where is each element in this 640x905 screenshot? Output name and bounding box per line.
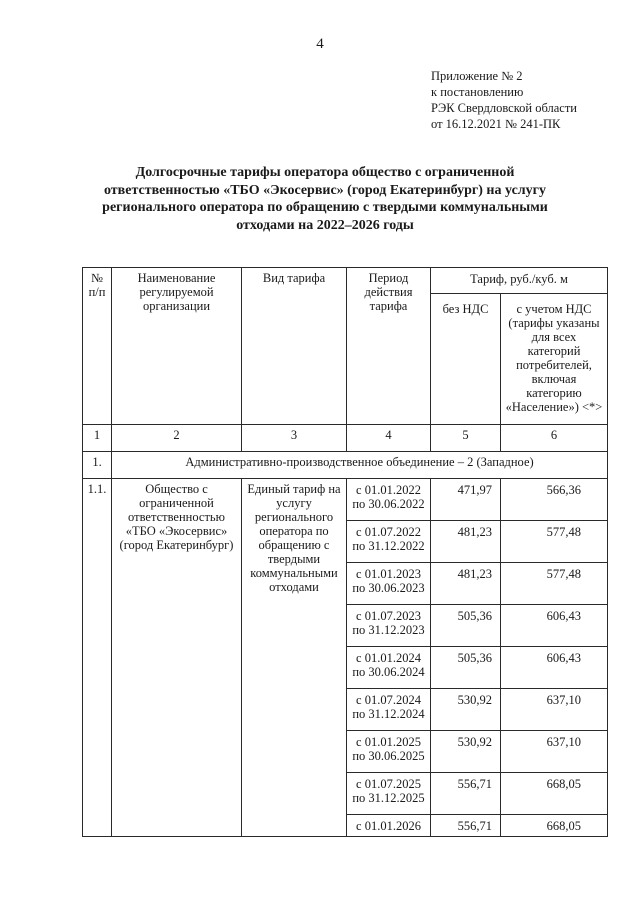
column-number-row: [83, 425, 608, 452]
period-cell: [347, 773, 431, 815]
column-number: 4: [347, 425, 431, 452]
tariff-with-vat: 637,10: [501, 731, 608, 773]
period-cell: [347, 605, 431, 647]
tariff-no-vat: 481,23: [431, 521, 501, 563]
period-to: по 30.06.2023: [352, 581, 425, 595]
tariff-no-vat: 471,97: [431, 479, 501, 521]
period-from: с 01.07.2024: [356, 693, 421, 707]
period-from: с 01.07.2023: [356, 609, 421, 623]
period-cell: [347, 731, 431, 773]
appendix-line: к постановлению: [431, 85, 524, 99]
table-row: [83, 479, 608, 521]
tariff-no-vat: 530,92: [431, 689, 501, 731]
period-from: с 01.01.2022: [356, 483, 421, 497]
period-cell: [347, 647, 431, 689]
appendix-line: от 16.12.2021 № 241-ПК: [431, 117, 561, 131]
item-num: 1.1.: [83, 479, 112, 837]
period-from: с 01.01.2025: [356, 735, 421, 749]
tariff-with-vat: 668,05: [501, 815, 608, 837]
header-row: [83, 268, 608, 294]
tariff-no-vat: 556,71: [431, 773, 501, 815]
period-to: по 30.06.2022: [352, 497, 425, 511]
tariff-with-vat: 637,10: [501, 689, 608, 731]
header-no-vat: без НДС: [431, 294, 501, 425]
tariff-table: [82, 267, 608, 837]
tariff-with-vat: 566,36: [501, 479, 608, 521]
header-tariff: Тариф, руб./куб. м: [431, 268, 608, 294]
item-type: Единый тариф на услугу регионального оператора по обращению с твердыми коммунальными отходами: [242, 479, 347, 837]
appendix-line: Приложение № 2: [431, 69, 523, 83]
column-number: 1: [83, 425, 112, 452]
tariff-no-vat: 556,71: [431, 815, 501, 837]
column-number: 3: [242, 425, 347, 452]
tariff-with-vat: 577,48: [501, 563, 608, 605]
tariff-no-vat: 530,92: [431, 731, 501, 773]
header-with-vat: с учетом НДС (тарифы указаны для всех категорий потребителей, включая категорию «Население») <*>: [501, 294, 608, 425]
tariff-with-vat: 606,43: [501, 605, 608, 647]
column-number: 6: [501, 425, 608, 452]
appendix-note: [431, 68, 577, 132]
tariff-no-vat: 505,36: [431, 647, 501, 689]
tariff-no-vat: 505,36: [431, 605, 501, 647]
period-cell: [347, 479, 431, 521]
period-to: по 30.06.2025: [352, 749, 425, 763]
header-type: Вид тарифа: [242, 268, 347, 425]
group-num: 1.: [83, 452, 112, 479]
document-title: [90, 164, 560, 234]
title-line: ответственностью «ТБО «Экосервис» (город Екатеринбург) на услугу: [103, 182, 546, 198]
period-to: по 30.06.2024: [352, 665, 425, 679]
period-to: по 31.12.2023: [352, 623, 425, 637]
page-number: 4: [316, 36, 324, 52]
period-cell: [347, 689, 431, 731]
period-cell: [347, 815, 431, 837]
tariff-with-vat: 606,43: [501, 647, 608, 689]
title-line: регионального оператора по обращению с твердыми коммунальными: [102, 200, 548, 215]
header-num: № п/п: [83, 268, 112, 425]
title-line: отходами на 2022–2026 годы: [236, 217, 414, 233]
tariff-no-vat: 481,23: [431, 563, 501, 605]
period-to: по 31.12.2025: [352, 791, 425, 805]
item-org: Общество с ограниченной ответственностью «ТБО «Экосервис» (город Екатеринбург): [112, 479, 242, 837]
period-from: с 01.07.2025: [356, 777, 421, 791]
group-row: [83, 452, 608, 479]
period-to: по 31.12.2024: [352, 707, 425, 721]
appendix-line: РЭК Свердловской области: [431, 101, 577, 115]
tariff-with-vat: 577,48: [501, 521, 608, 563]
header-period: Период действия тарифа: [347, 268, 431, 425]
title-line: Долгосрочные тарифы оператора общество с ограниченной: [135, 165, 515, 180]
header-org: Наименование регулируемой организации: [112, 268, 242, 425]
period-from: с 01.07.2022: [356, 525, 421, 539]
period-cell: [347, 563, 431, 605]
period-cell: [347, 521, 431, 563]
period-from: с 01.01.2024: [356, 651, 421, 665]
column-number: 2: [112, 425, 242, 452]
period-to: по 31.12.2022: [352, 539, 425, 553]
period-from: с 01.01.2023: [356, 567, 421, 581]
tariff-with-vat: 668,05: [501, 773, 608, 815]
group-name: Административно-производственное объединение – 2 (Западное): [112, 452, 608, 479]
period-from: с 01.01.2026: [356, 819, 421, 833]
column-number: 5: [431, 425, 501, 452]
